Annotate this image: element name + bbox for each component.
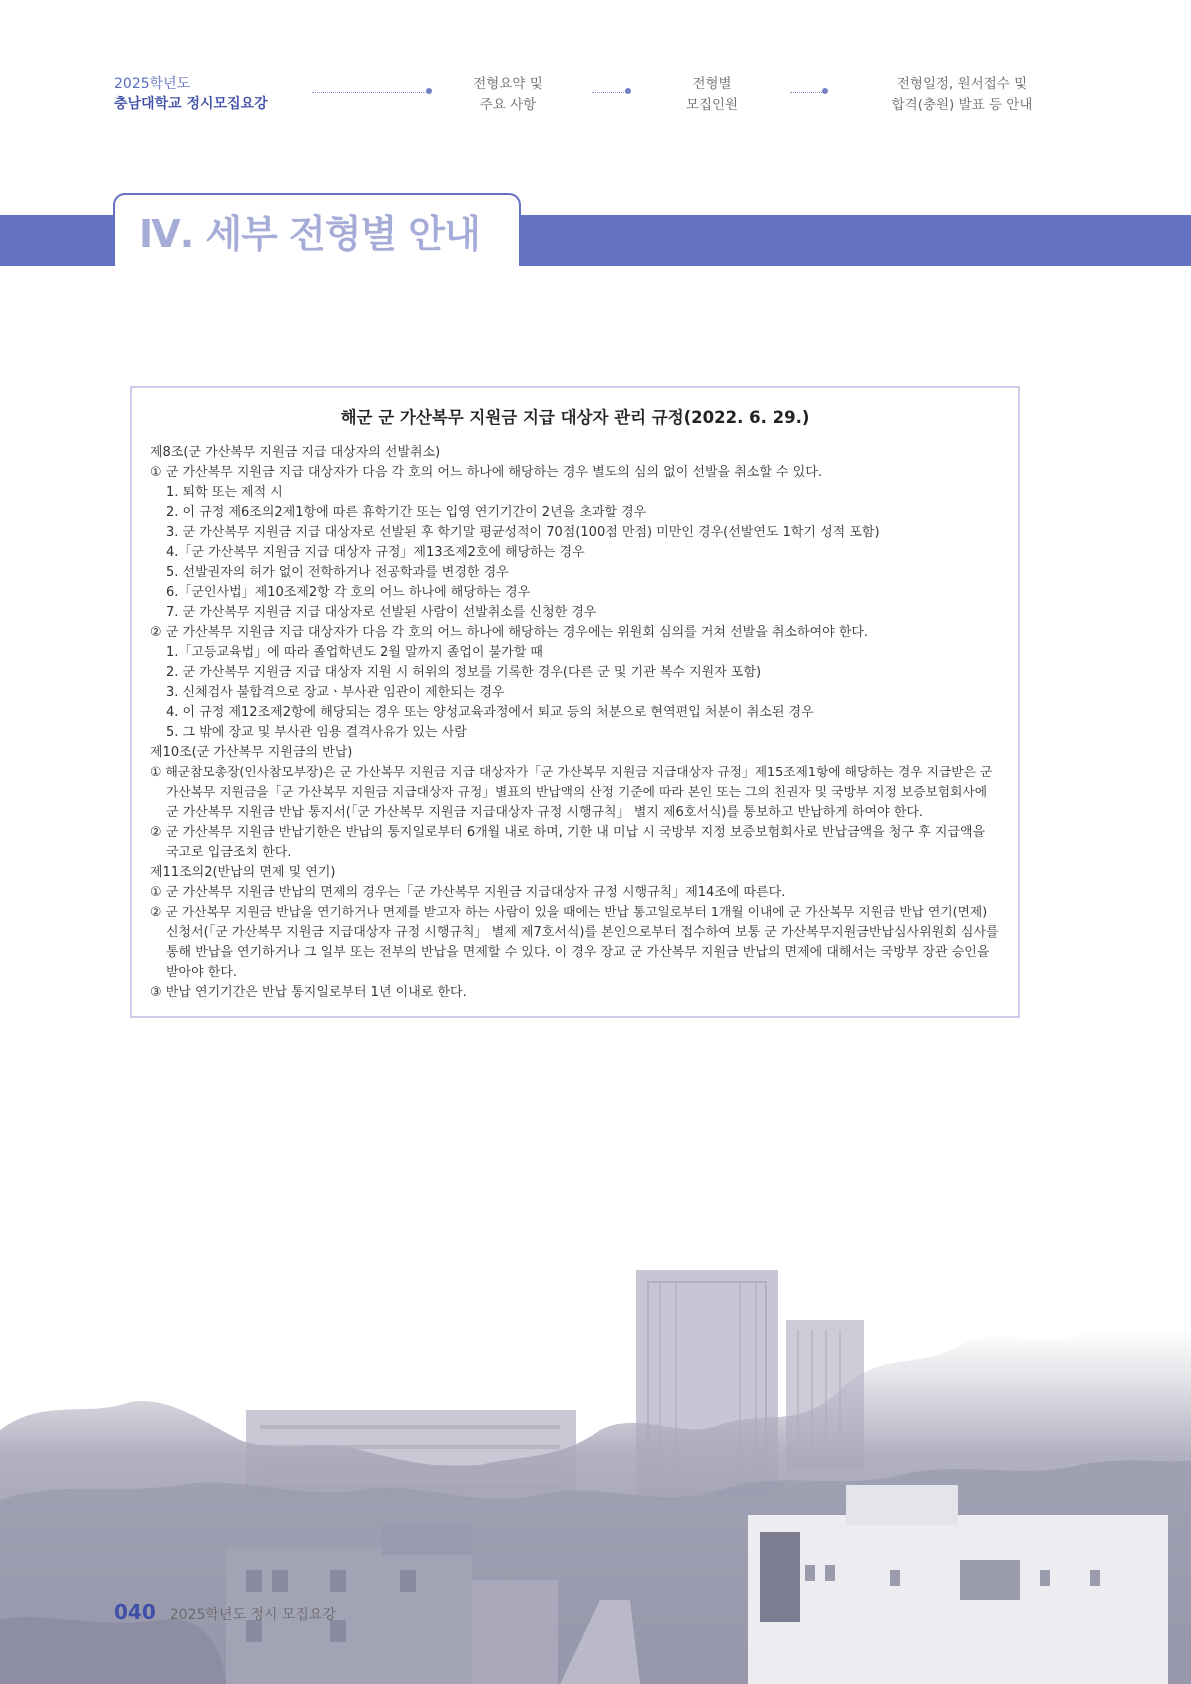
paragraph-line: ① 군 가산복무 지원금 지급 대상자가 다음 각 호의 어느 하나에 해당하는 경우 별도의 심의 없이 선발을 취소할 수 있다. bbox=[150, 465, 822, 480]
paragraph-line: 받아야 한다. bbox=[166, 965, 238, 980]
page-number: 040 bbox=[114, 1600, 156, 1624]
list-item: 3. 신체검사 불합격으로 장교ㆍ부사관 임관이 제한되는 경우 bbox=[166, 685, 505, 700]
paragraph-line: ① 군 가산복무 지원금 반납의 면제의 경우는「군 가산복무 지원금 지급대상자 규정 시행규칙」제14조에 따른다. bbox=[150, 885, 786, 900]
regulation-body bbox=[150, 443, 1002, 1003]
regulation-title: 해군 군 가산복무 지원금 지급 대상자 관리 규정(2022. 6. 29.) bbox=[340, 408, 810, 427]
list-item: 7. 군 가산복무 지원금 지급 대상자로 선발된 사람이 선발취소를 신청한 경우 bbox=[166, 605, 597, 620]
paragraph-line: ② 군 가산복무 지원금 반납을 연기하거나 면제를 받고자 하는 사람이 있을 때에는 반납 통고일로부터 1개월 이내에 군 가산복무 지원금 반납 연기(면제) bbox=[150, 905, 988, 920]
paragraph-line: 가산복무 지원금을「군 가산복무 지원금 지급대상자 규정」별표의 반납액의 산정 기준에 따라 본인 또는 그의 친권자 및 국방부 지정 보증보험회사에 bbox=[166, 785, 988, 800]
article-heading: 제11조의2(반납의 면제 및 연기) bbox=[150, 865, 336, 880]
regulation-box bbox=[130, 386, 1020, 1018]
list-item: 2. 이 규정 제6조의2제1항에 따른 휴학기간 또는 입영 연기기간이 2년을 초과할 경우 bbox=[166, 505, 647, 520]
paragraph-line: ② 군 가산복무 지원금 지급 대상자가 다음 각 호의 어느 하나에 해당하는 경우에는 위원회 심의를 거쳐 선발을 취소하여야 한다. bbox=[150, 625, 869, 640]
footer-title: 2025학년도 정시 모집요강 bbox=[169, 1607, 336, 1623]
list-item: 5. 선발권자의 허가 없이 전학하거나 전공학과를 변경한 경우 bbox=[166, 565, 509, 580]
paragraph-line: ② 군 가산복무 지원금 반납기한은 반납의 통지일로부터 6개월 내로 하며, 기한 내 미납 시 국방부 지정 보증보험회사로 반납금액을 청구 후 지급액을 bbox=[150, 825, 986, 840]
section-tab bbox=[113, 193, 521, 266]
nav-dot bbox=[822, 88, 828, 94]
page-footer bbox=[114, 1600, 336, 1624]
nav-connector bbox=[312, 92, 428, 93]
list-item: 5. 그 밖에 장교 및 부사관 임용 결격사유가 있는 사람 bbox=[166, 725, 467, 740]
list-item: 6.「군인사법」제10조제2항 각 호의 어느 하나에 해당하는 경우 bbox=[166, 585, 531, 600]
document-name: 충남대학교 정시모집요강 bbox=[114, 96, 268, 112]
nav-step-schedule[interactable]: 전형일정, 원서접수 및 합격(충원) 발표 등 안내 bbox=[891, 76, 1033, 113]
paragraph-line: 국고로 입금조치 한다. bbox=[166, 845, 292, 860]
nav-step-summary[interactable]: 전형요약 및 주요 사항 bbox=[473, 76, 543, 113]
article-heading: 제10조(군 가산복무 지원금의 반납) bbox=[150, 745, 353, 760]
list-item: 3. 군 가산복무 지원금 지급 대상자로 선발된 후 학기말 평균성적이 70점(100점 만점) 미만인 경우(선발연도 1학기 성적 포함) bbox=[166, 525, 880, 540]
document-year: 2025학년도 bbox=[114, 76, 191, 92]
list-item: 4. 이 규정 제12조제2항에 해당되는 경우 또는 양성교육과정에서 퇴교 등의 처분으로 현역편입 처분이 취소된 경우 bbox=[166, 705, 814, 720]
paragraph-line: ① 해군참모총장(인사참모부장)은 군 가산복무 지원금 지급 대상자가「군 가산복무 지원금 지급대상자 규정」제15조제1항에 해당하는 경우 지급받은 군 bbox=[150, 765, 993, 780]
paragraph-line: 군 가산복무 지원금 반납 통지서(「군 가산복무 지원금 지급대상자 규정 시행규칙」 별지 제6호서식)를 통보하고 반납하게 하여야 한다. bbox=[166, 805, 924, 820]
document-title-block bbox=[114, 74, 268, 114]
paragraph-line: 신청서(「군 가산복무 지원금 지급대상자 규정 시행규칙」 별제 제7호서식)를 본인으로부터 접수하여 보통 군 가산복무지원금반납심사위원회 심사를 bbox=[166, 925, 999, 940]
article-heading: 제8조(군 가산복무 지원금 지급 대상자의 선발취소) bbox=[150, 445, 441, 460]
nav-step-quota[interactable]: 전형별 모집인원 bbox=[685, 76, 739, 113]
paragraph-line: 통해 반납을 연기하거나 그 일부 또는 전부의 반납을 면제할 수 있다. 이 경우 장교 군 가산복무 지원금 반납의 면제에 대해서는 국방부 장관 승인을 bbox=[166, 945, 990, 960]
nav-dot bbox=[625, 88, 631, 94]
nav-connector bbox=[592, 92, 628, 93]
list-item: 1. 퇴학 또는 제적 시 bbox=[166, 485, 283, 500]
paragraph-line: ③ 반납 연기기간은 반납 통지일로부터 1년 이내로 한다. bbox=[150, 985, 467, 1000]
list-item: 4.「군 가산복무 지원금 지급 대상자 규정」제13조제2호에 해당하는 경우 bbox=[166, 545, 585, 560]
nav-connector bbox=[790, 92, 826, 93]
list-item: 2. 군 가산복무 지원금 지급 대상자 지원 시 허위의 정보를 기록한 경우(다른 군 및 기관 복수 지원자 포함) bbox=[166, 665, 762, 680]
list-item: 1.「고등교육법」에 따라 졸업학년도 2월 말까지 졸업이 불가할 때 bbox=[166, 645, 543, 660]
nav-dot bbox=[426, 88, 432, 94]
section-title: Ⅳ. 세부 전형별 안내 bbox=[139, 212, 480, 256]
